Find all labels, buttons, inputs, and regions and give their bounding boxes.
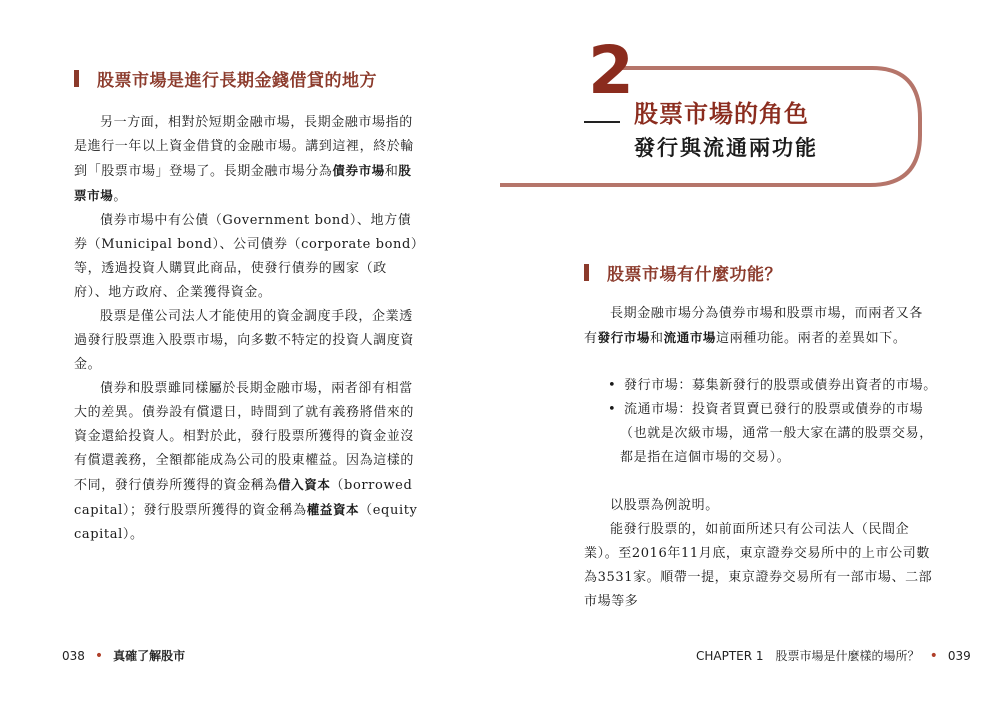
footer-dot: • bbox=[929, 647, 938, 664]
chapter-label: CHAPTER 1 股票市場是什麼樣的場所？ bbox=[696, 649, 920, 663]
heading-bar bbox=[74, 70, 79, 87]
chapter-title: 股票市場的角色 bbox=[634, 100, 809, 128]
page-number: 038 bbox=[62, 648, 85, 663]
paragraph: 另一方面，相對於短期金融市場，長期金融市場指的是進行一年以上資金借貸的金融市場。講到這裡，終於輪到「股票市場」登場了。長期金融市場分為債券市場和股票市場。 bbox=[74, 115, 415, 204]
heading-bar bbox=[584, 264, 589, 281]
book-title: 真確了解股市 bbox=[113, 649, 186, 663]
section-heading-text: 股票市場是進行長期金錢借貸的地方 bbox=[97, 71, 377, 91]
footer-dot: • bbox=[94, 647, 104, 664]
page-footer bbox=[62, 647, 185, 664]
bullet-list bbox=[608, 374, 938, 470]
right-page bbox=[500, 0, 1000, 709]
left-body bbox=[74, 111, 420, 547]
section-heading bbox=[584, 260, 782, 285]
right-body bbox=[584, 302, 936, 351]
paragraph: 債券和股票雖同樣屬於長期金融市場，兩者卻有相當大的差異。債券設有償還日，時間到了就有義務將借來的資金還給投資人。相對於此，發行股票所獲得的資金並沒有償還義務，全額都能成為公司的股東權益。因為這樣的不同，發行債券所獲得的資金稱為借入資本（borrowed capital）；發行股票所獲得的資金稱為權益資本（equity capital）。 bbox=[74, 381, 418, 542]
section-heading bbox=[74, 66, 377, 91]
list-item-continuation: （也就是次級市場，通常一般大家在講的股票交易，都是指在這個市場的交易）。 bbox=[620, 426, 933, 465]
chapter-subtitle: 發行與流通兩功能 bbox=[634, 136, 818, 160]
list-item: • 發行市場：募集新發行的股票或債券出資者的市場。 bbox=[608, 374, 938, 398]
list-item: • 流通市場：投資者買賣已發行的股票或債券的市場 bbox=[608, 398, 938, 422]
right-body-2 bbox=[584, 494, 936, 614]
paragraph: 長期金融市場分為債券市場和股票市場，而兩者又各有發行市場和流通市場這兩種功能。兩者的差異如下。 bbox=[584, 306, 923, 346]
page-number: 039 bbox=[947, 648, 971, 663]
paragraph: 債券市場中有公債（Government bond）、地方債券（Municipal bond）、公司債券（corporate bond）等，透過投資人購買此商品，使發行債券的國家（政府）、地方政府、企業獲得資金。 bbox=[74, 213, 418, 300]
section-heading-text: 股票市場有什麼功能？ bbox=[607, 265, 782, 285]
chapter-number: 2 bbox=[588, 32, 634, 109]
paragraph: 能發行股票的，如前面所述只有公司法人（民間企業）。至2016年11月底，東京證券交易所中的上市公司數為3531家。順帶一提，東京證券交易所有一部市場、二部市場等多 bbox=[584, 522, 933, 609]
chapter-number-underline bbox=[584, 121, 620, 123]
paragraph: 以股票為例說明。 bbox=[610, 498, 719, 513]
paragraph: 股票是僅公司法人才能使用的資金調度手段，企業透過發行股票進入股票市場，向多數不特定的投資人調度資金。 bbox=[74, 309, 415, 372]
page-footer bbox=[696, 647, 971, 664]
